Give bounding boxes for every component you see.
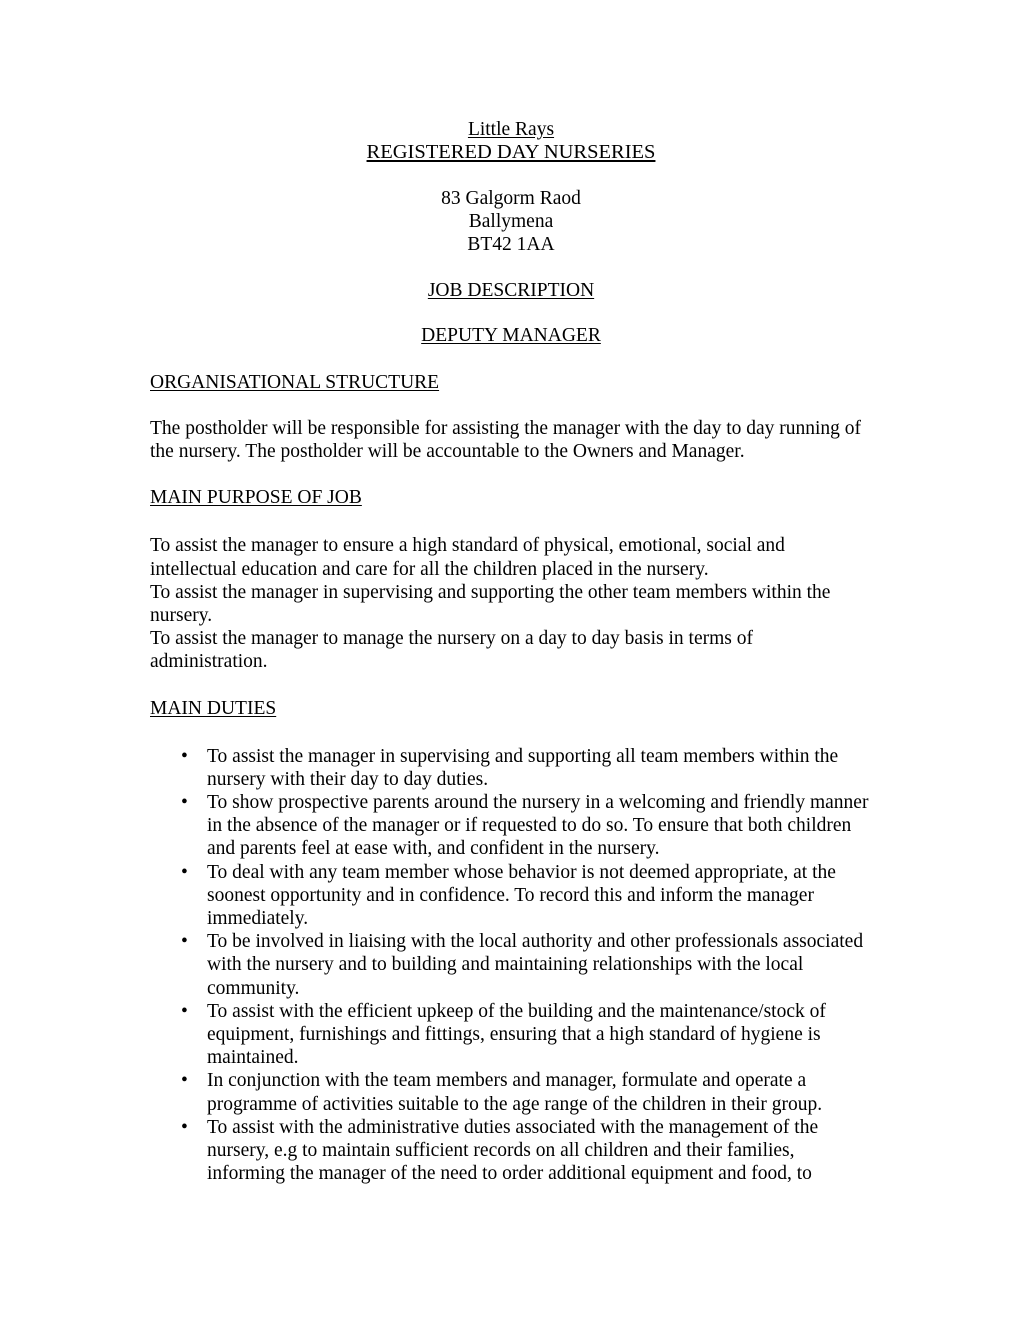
- spacer: [150, 256, 872, 279]
- section-heading-main-purpose-line: [150, 486, 872, 509]
- list-item: [150, 1069, 870, 1115]
- list-item-text: In conjunction with the team members and manager, formulate and operate a programme of activities suitable to the age range of the children in their group.: [207, 1070, 823, 1115]
- list-item-text: To assist the manager in supervising and supporting all team members within the nursery with their day to day duties.: [207, 745, 839, 790]
- document-title-line: [150, 279, 872, 302]
- section-heading-main-duties: MAIN DUTIES: [150, 697, 277, 719]
- bullet-icon: •: [181, 792, 188, 814]
- section-heading-organisational-structure: ORGANISATIONAL STRUCTURE: [150, 372, 440, 393]
- page-title: JOB DESCRIPTION: [427, 280, 595, 301]
- spacer: [150, 394, 872, 417]
- list-item-text: To show prospective parents around the nursery in a welcoming and friendly manner in the absence of the manager or if requested to do so. To ensure that both children and parents feel at ease with, and confident in the nursery.: [207, 792, 869, 860]
- job-role-line: [150, 324, 872, 347]
- spacer: [150, 347, 872, 371]
- spacer: [150, 720, 872, 745]
- list-item: [150, 861, 870, 931]
- spacer: [150, 674, 872, 697]
- bullet-icon: •: [181, 931, 188, 953]
- main-purpose-paragraph-2: To assist the manager in supervising and supporting the other team members within the nursery.: [150, 581, 831, 627]
- list-item: [150, 1116, 870, 1186]
- bullet-icon: •: [181, 861, 188, 883]
- address-block: [150, 187, 872, 256]
- section-heading-main-duties-line: [150, 697, 872, 720]
- list-item-text: To deal with any team member whose behavior is not deemed appropriate, at the soonest opportunity and in confidence. To record this and inform the manager immediately.: [207, 861, 836, 930]
- list-item: [150, 930, 870, 1000]
- document-body: [150, 118, 872, 1185]
- address-line-2: Ballymena: [468, 211, 554, 232]
- list-item: [150, 745, 870, 791]
- address-line-3: BT42 1AA: [467, 234, 555, 255]
- bullet-icon: •: [181, 745, 188, 767]
- spacer: [150, 509, 872, 534]
- letterhead: [150, 118, 872, 164]
- list-item-text: To be involved in liaising with the local authority and other professionals associated with the nursery and to building and maintaining relationships with the local community.: [207, 931, 864, 999]
- bullet-icon: •: [181, 1000, 188, 1022]
- company-name: Little Rays: [467, 119, 555, 140]
- spacer: [150, 463, 872, 486]
- list-item: [150, 791, 870, 861]
- company-subtitle-line: [150, 141, 872, 164]
- main-duties-list: [150, 745, 872, 1186]
- section-heading-organisational-structure-line: [150, 371, 872, 394]
- list-item-text: To assist with the administrative duties associated with the management of the nursery, e.g to maintain sufficient records on all children and their families, informing the manager of the need to order additional equipment and food, to: [207, 1116, 819, 1185]
- main-purpose-paragraph-1: To assist the manager to ensure a high standard of physical, emotional, social and intellectual education and care for all the children placed in the nursery.: [150, 535, 785, 580]
- company-subtitle: REGISTERED DAY NURSERIES: [366, 141, 656, 163]
- list-item: [150, 1000, 870, 1070]
- organisational-structure-body: The postholder will be responsible for assisting the manager with the day to day running of the nursery. The postholder will be accountable to the Owners and Manager.: [150, 418, 862, 463]
- bullet-icon: •: [181, 1116, 188, 1138]
- section-heading-main-purpose: MAIN PURPOSE OF JOB: [150, 487, 362, 509]
- spacer: [150, 164, 872, 187]
- list-item-text: To assist with the efficient upkeep of the building and the maintenance/stock of equipment, furnishings and fittings, ensuring that a high standard of hygiene is maintained.: [207, 1000, 826, 1069]
- spacer: [150, 302, 872, 324]
- company-name-line: [150, 118, 872, 141]
- address-line-1: 83 Galgorm Raod: [441, 188, 581, 209]
- job-role-title: DEPUTY MANAGER: [421, 325, 601, 346]
- main-purpose-paragraph-3: To assist the manager to manage the nursery on a day to day basis in terms of administration.: [150, 628, 753, 673]
- bullet-icon: •: [181, 1070, 188, 1092]
